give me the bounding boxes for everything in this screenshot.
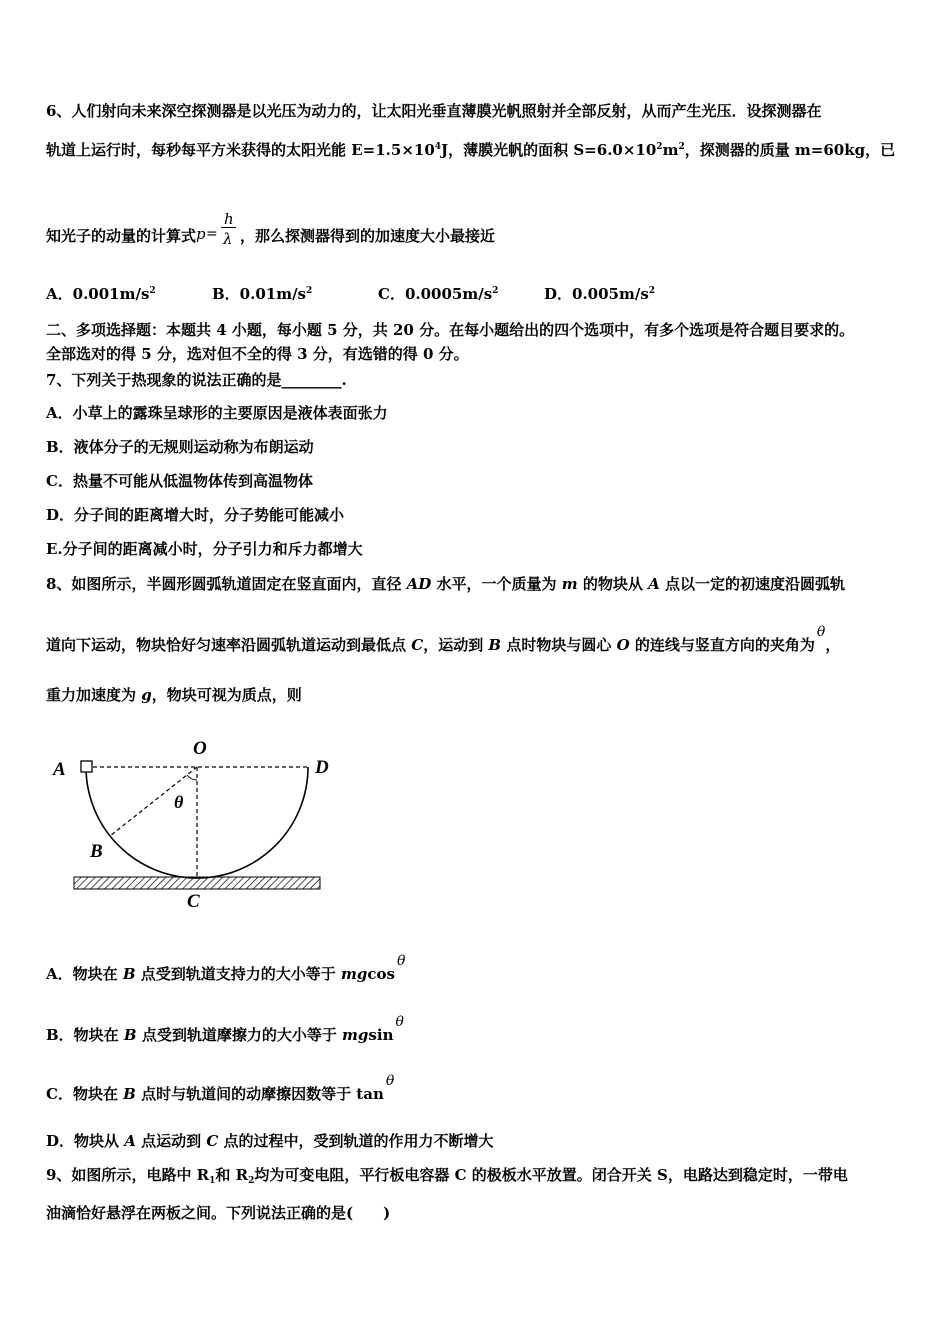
q7-stem: 7、下列关于热现象的说法正确的是________. xyxy=(46,371,347,389)
q6-option-d[interactable]: D．$0.005m/s^2$ xyxy=(544,285,656,303)
q7-option-d[interactable]: D．分子间的距离增大时，分子势能可能减小 xyxy=(46,506,345,524)
q8-option-d[interactable]: D．物块从 A 点运动到 C 点的过程中，受到轨道的作用力不断增大 xyxy=(46,1132,494,1150)
q9-line-1: 9、如图所示，电路中 $R_1$和 $R_2$均为可变电阻，平行板电容器 C 的极板水平放置。闭合开关 S，电路达到稳定时，一带电 xyxy=(46,1166,848,1186)
q6-option-b[interactable]: B．$0.01m/s^2$ xyxy=(212,285,313,303)
q7-option-c[interactable]: C．热量不可能从低温物体传到高温物体 xyxy=(46,472,313,490)
q6-option-a[interactable]: A．$0.001m/s^2$ xyxy=(46,285,156,303)
label-a: A xyxy=(53,759,66,780)
q9-line-2: 油滴恰好悬浮在两板之间。下列说法正确的是( ) xyxy=(46,1204,391,1222)
q8-line-2: 道向下运动，物块恰好匀速率沿圆弧轨道运动到最低点 C，运动到 B 点时物块与圆心 O 的连线与竖直方向的夹角为θ， xyxy=(46,624,841,654)
angle-arc xyxy=(187,775,197,780)
section2-instructions-1: 二、多项选择题：本题共 4 小题，每小题 5 分，共 20 分。在每小题给出的四个选项中，有多个选项是符合题目要求的。 xyxy=(46,321,855,339)
q8-option-a[interactable]: A．物块在 B 点受到轨道支持力的大小等于 mgcosθ xyxy=(46,953,406,983)
label-d: D xyxy=(315,757,329,778)
section2-instructions-2: 全部选对的得 5 分，选对但不全的得 3 分，有选错的得 0 分。 xyxy=(46,345,469,363)
q6-line-2: 轨道上运行时，每秒每平方米获得的太阳光能 $E=1.5\times 10^4J$，薄膜光帆的面积 $S=6.0\times 10^2m^2$，探测器的质量 m=60kg，已 xyxy=(46,141,896,159)
q8-line-1: 8、如图所示，半圆形圆弧轨道固定在竖直面内，直径 AD 水平，一个质量为 m 的物块从 A 点以一定的初速度沿圆弧轨 xyxy=(46,575,845,593)
label-o: O xyxy=(193,738,207,759)
q6-options xyxy=(46,284,655,304)
q6-option-c[interactable]: C．$0.0005m/s^2$ xyxy=(378,285,499,303)
q8-line-3: 重力加速度为 g，物块可视为质点，则 xyxy=(46,686,302,704)
q8-option-b[interactable]: B．物块在 B 点受到轨道摩擦力的大小等于 mgsinθ xyxy=(46,1014,404,1044)
label-theta: θ xyxy=(174,792,184,812)
label-b: B xyxy=(90,841,103,862)
photon-momentum-formula: p = h λ xyxy=(196,227,240,247)
q8-option-c[interactable]: C．物块在 B 点时与轨道间的动摩擦因数等于 tanθ xyxy=(46,1073,395,1103)
radius-ob-dashed xyxy=(110,767,197,836)
q6-line-3: 知光子的动量的计算式 p = h λ ，那么探测器得到的加速度大小最接近 xyxy=(46,210,496,248)
q7-option-e[interactable]: E.分子间的距离减小时，分子引力和斥力都增大 xyxy=(46,540,363,558)
block-icon xyxy=(81,761,92,772)
q6-line-1: 6、人们射向未来深空探测器是以光压为动力的，让太阳光垂直薄膜光帆照射并全部反射，从而产生光压．设探测器在 xyxy=(46,102,822,120)
semicircle-track-diagram xyxy=(48,733,338,913)
label-c: C xyxy=(187,891,200,912)
q7-option-a[interactable]: A．小草上的露珠呈球形的主要原因是液体表面张力 xyxy=(46,404,388,422)
q7-option-b[interactable]: B．液体分子的无规则运动称为布朗运动 xyxy=(46,438,314,456)
